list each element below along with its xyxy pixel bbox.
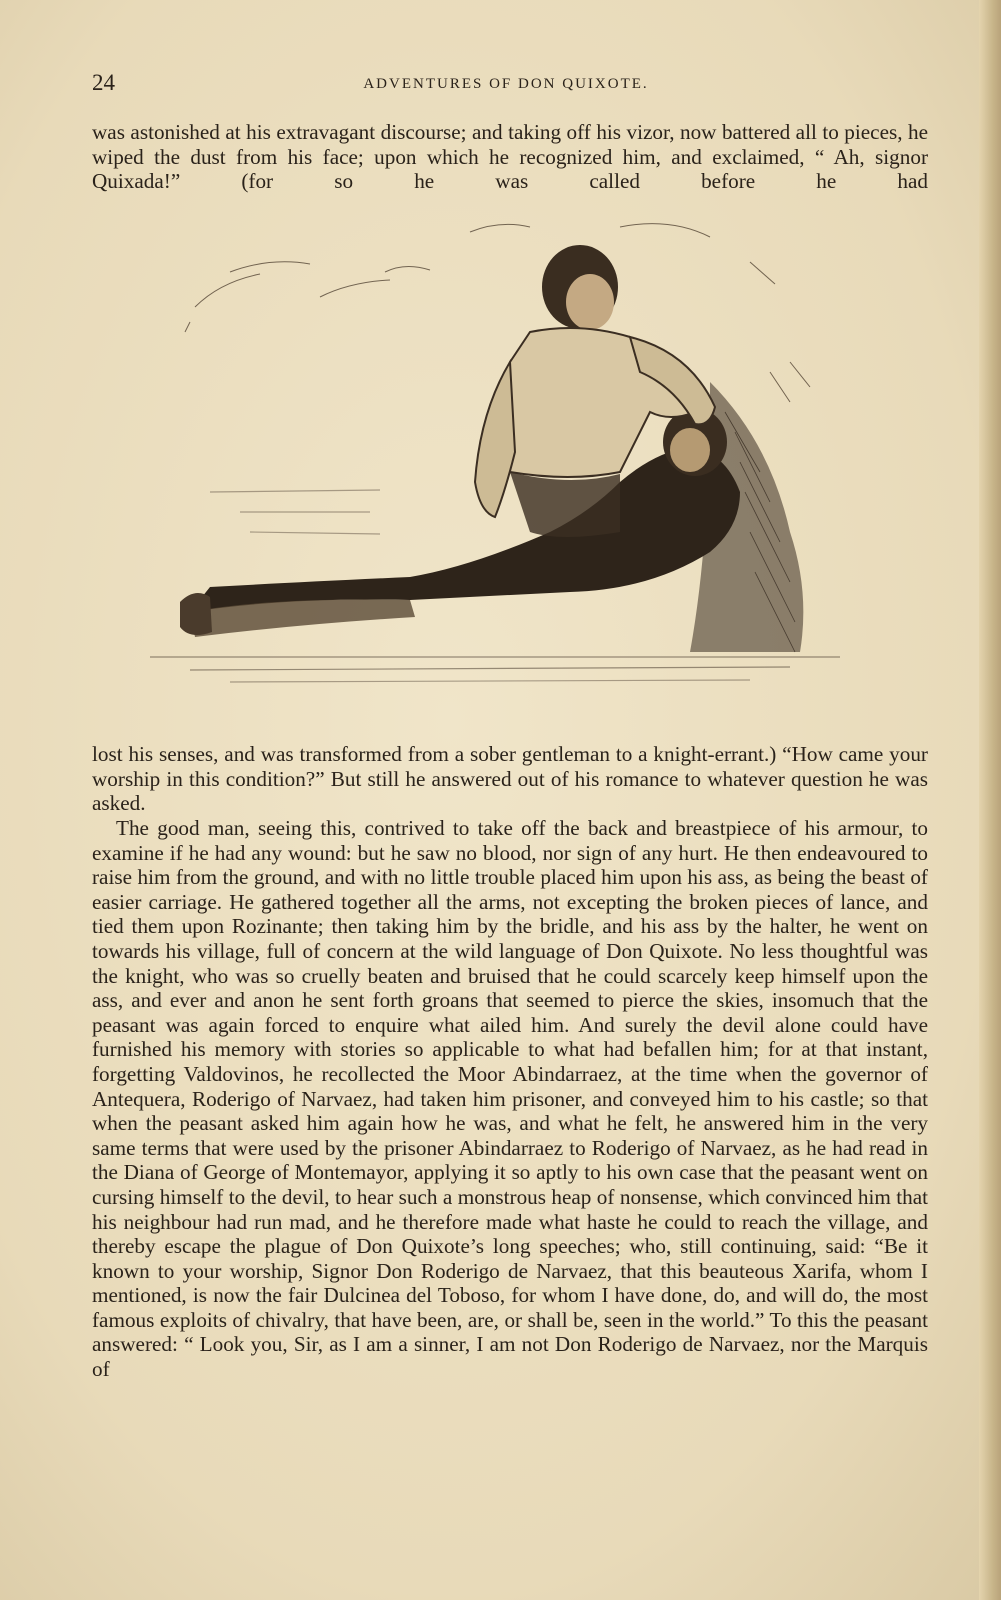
- engraving-illustration: [150, 212, 840, 712]
- sky-hatching: [185, 224, 810, 402]
- paragraph-1: was astonished at his extravagant discourse; and taking off his vizor, now battered all to pieces, he wiped the dust from his face; upon which he recognized him, and exclaimed, “ Ah, signor Quixada!” (for so he was called before he had: [92, 120, 928, 194]
- lying-knight: [180, 408, 740, 637]
- running-title: ADVENTURES OF DON QUIXOTE.: [363, 76, 649, 92]
- page-number: 24: [92, 70, 115, 95]
- page-edge-shadow: [979, 0, 1001, 1600]
- running-head: [92, 70, 920, 100]
- paragraph-2: lost his senses, and was transformed from a sober gentleman to a knight-errant.) “How came your worship in this condition?” But still he answered out of his romance to whatever question he was asked.: [92, 742, 928, 816]
- paragraph-3: The good man, seeing this, contrived to take off the back and breastpiece of his armour, to examine if he had any wound: but he saw no blood, nor sign of any hurt. He then endeavoured to raise him from the ground, and with no little trouble placed him upon his ass, as being the beast of easier carriage. He gathered together all the arms, not excepting the broken pieces of lance, and tied them upon Rozinante; then taking him by the bridle, and his ass by the halter, he went on towards his village, full of concern at the wild language of Don Quixote. No less thoughtful was the knight, who was so cruelly beaten and bruised that he could scarcely keep himself upon the ass, and ever and anon he sent forth groans that seemed to pierce the skies, insomuch that the peasant was again forced to enquire what ailed him. And surely the devil alone could have furnished his memory with stories so applicable to what had befallen him; for at that instant, forgetting Valdovinos, he recollected the Moor Abindarraez, at the time when the governor of Antequera, Roderigo of Narvaez, had taken him prisoner, and conveyed him to his castle; so that when the peasant asked him again how he was, and what he felt, he answered him in the very same terms that were used by the prisoner Abindarraez to Roderigo of Narvaez, as he had read in the Diana of George of Montemayor, applying it so aptly to his own case that the peasant went on cursing himself to the devil, to hear such a monstrous heap of nonsense, which convinced him that his neighbour had run mad, and he therefore made what haste he could to reach the village, and thereby escape the plague of Don Quixote’s long speeches; who, still continuing, said: “Be it known to your worship, Signor Don Roderigo de Narvaez, that this beauteous Xarifa, whom I mentioned, is now the fair Dulcinea del Toboso, for whom I have done, do, and will do, the most famous exploits of chivalry, that have been, are, or shall be, seen in the world.” To this the peasant answered: “ Look you, Sir, as I am a sinner, I am not Don Roderigo de Narvaez, nor the Marquis of: [92, 816, 928, 1382]
